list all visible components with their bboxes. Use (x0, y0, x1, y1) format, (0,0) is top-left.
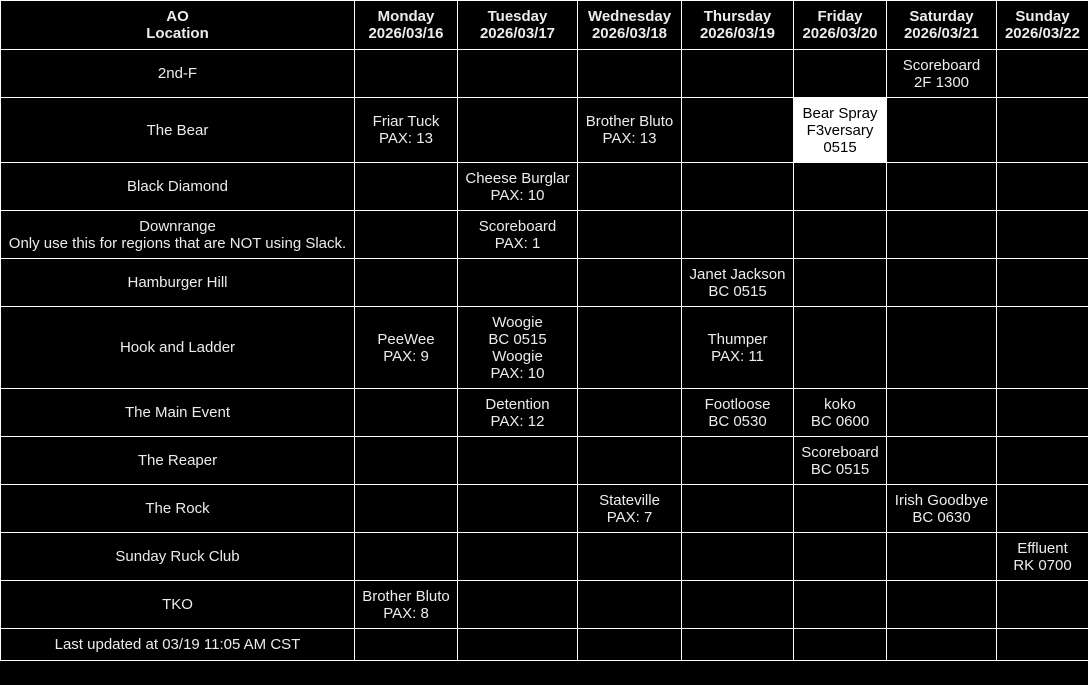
schedule-cell (458, 485, 578, 533)
schedule-cell: Janet Jackson BC 0515 (682, 259, 794, 307)
schedule-cell: Brother Bluto PAX: 8 (355, 581, 458, 629)
schedule-cell (997, 98, 1088, 163)
header-day-2: Wednesday 2026/03/18 (578, 1, 682, 50)
schedule-cell (682, 533, 794, 581)
schedule-cell (458, 50, 578, 98)
schedule-cell (458, 437, 578, 485)
schedule-cell (355, 259, 458, 307)
footer-row (1, 629, 1088, 661)
schedule-cell (682, 581, 794, 629)
table-row (1, 259, 1088, 307)
schedule-cell: Scoreboard PAX: 1 (458, 211, 578, 259)
ao-location-cell: The Reaper (1, 437, 355, 485)
schedule-cell (578, 533, 682, 581)
schedule-cell (458, 581, 578, 629)
schedule-cell (578, 259, 682, 307)
schedule-cell (887, 211, 997, 259)
schedule-cell (458, 259, 578, 307)
schedule-cell (887, 307, 997, 389)
schedule-cell (578, 437, 682, 485)
schedule-cell (997, 485, 1088, 533)
header-day-1: Tuesday 2026/03/17 (458, 1, 578, 50)
schedule-cell (355, 163, 458, 211)
schedule-cell (355, 437, 458, 485)
empty-cell (794, 629, 887, 661)
empty-cell (578, 629, 682, 661)
schedule-cell: Cheese Burglar PAX: 10 (458, 163, 578, 211)
schedule-cell (682, 211, 794, 259)
ao-location-cell: 2nd-F (1, 50, 355, 98)
schedule-cell (997, 437, 1088, 485)
schedule-cell (997, 259, 1088, 307)
table-row (1, 485, 1088, 533)
last-updated-text: Last updated at 03/19 11:05 AM CST (1, 629, 355, 661)
schedule-cell: Friar Tuck PAX: 13 (355, 98, 458, 163)
header-day-4: Friday 2026/03/20 (794, 1, 887, 50)
schedule-cell: PeeWee PAX: 9 (355, 307, 458, 389)
schedule-cell (887, 533, 997, 581)
schedule-cell (794, 259, 887, 307)
ao-location-cell: Sunday Ruck Club (1, 533, 355, 581)
ao-location-cell: TKO (1, 581, 355, 629)
ao-location-cell: Hook and Ladder (1, 307, 355, 389)
header-day-5: Saturday 2026/03/21 (887, 1, 997, 50)
schedule-cell (997, 211, 1088, 259)
schedule-cell: Scoreboard 2F 1300 (887, 50, 997, 98)
empty-cell (458, 629, 578, 661)
schedule-cell (887, 389, 997, 437)
table-row (1, 389, 1088, 437)
header-day-0: Monday 2026/03/16 (355, 1, 458, 50)
table-row (1, 50, 1088, 98)
schedule-cell: Effluent RK 0700 (997, 533, 1088, 581)
schedule-cell (682, 50, 794, 98)
ao-location-cell: Downrange Only use this for regions that are NOT using Slack. (1, 211, 355, 259)
table-row (1, 533, 1088, 581)
schedule-cell (997, 50, 1088, 98)
schedule-cell (355, 533, 458, 581)
schedule-cell (887, 259, 997, 307)
schedule-cell (355, 485, 458, 533)
schedule-cell (578, 163, 682, 211)
schedule-cell: Brother Bluto PAX: 13 (578, 98, 682, 163)
schedule-cell (578, 389, 682, 437)
ao-location-cell: Black Diamond (1, 163, 355, 211)
empty-cell (355, 629, 458, 661)
schedule-cell: Thumper PAX: 11 (682, 307, 794, 389)
ao-location-cell: The Rock (1, 485, 355, 533)
table-row (1, 98, 1088, 163)
schedule-cell (887, 98, 997, 163)
schedule-cell (794, 50, 887, 98)
schedule-cell (794, 163, 887, 211)
schedule-cell (887, 437, 997, 485)
schedule-cell: Detention PAX: 12 (458, 389, 578, 437)
schedule-cell (997, 163, 1088, 211)
table-row (1, 211, 1088, 259)
table-row (1, 163, 1088, 211)
schedule-cell (997, 581, 1088, 629)
ao-location-cell: Hamburger Hill (1, 259, 355, 307)
schedule-cell (682, 485, 794, 533)
header-row (1, 1, 1088, 50)
schedule-cell (578, 307, 682, 389)
schedule-cell: koko BC 0600 (794, 389, 887, 437)
schedule-cell (682, 163, 794, 211)
header-day-6: Sunday 2026/03/22 (997, 1, 1088, 50)
schedule-cell (997, 389, 1088, 437)
schedule-cell (682, 437, 794, 485)
header-ao-location: AO Location (1, 1, 355, 50)
schedule-cell (458, 98, 578, 163)
schedule-cell (682, 98, 794, 163)
schedule-cell: Scoreboard BC 0515 (794, 437, 887, 485)
ao-location-cell: The Main Event (1, 389, 355, 437)
empty-cell (997, 629, 1088, 661)
schedule-cell: Footloose BC 0530 (682, 389, 794, 437)
schedule-cell (578, 50, 682, 98)
table-row (1, 307, 1088, 389)
schedule-cell (794, 307, 887, 389)
schedule-cell (578, 211, 682, 259)
table-row (1, 581, 1088, 629)
schedule-cell (355, 211, 458, 259)
schedule-cell (794, 211, 887, 259)
schedule-cell: Woogie BC 0515 Woogie PAX: 10 (458, 307, 578, 389)
table-row (1, 437, 1088, 485)
schedule-cell (887, 163, 997, 211)
schedule-cell: Irish Goodbye BC 0630 (887, 485, 997, 533)
empty-cell (887, 629, 997, 661)
ao-location-cell: The Bear (1, 98, 355, 163)
schedule-cell (997, 307, 1088, 389)
schedule-cell: Stateville PAX: 7 (578, 485, 682, 533)
header-day-3: Thursday 2026/03/19 (682, 1, 794, 50)
schedule-cell (794, 485, 887, 533)
schedule-cell: Bear Spray F3versary 0515 (794, 98, 887, 163)
empty-cell (682, 629, 794, 661)
schedule-cell (794, 581, 887, 629)
schedule-cell (578, 581, 682, 629)
schedule-cell (355, 50, 458, 98)
schedule-cell (355, 389, 458, 437)
schedule-cell (794, 533, 887, 581)
schedule-cell (887, 581, 997, 629)
schedule-cell (458, 533, 578, 581)
